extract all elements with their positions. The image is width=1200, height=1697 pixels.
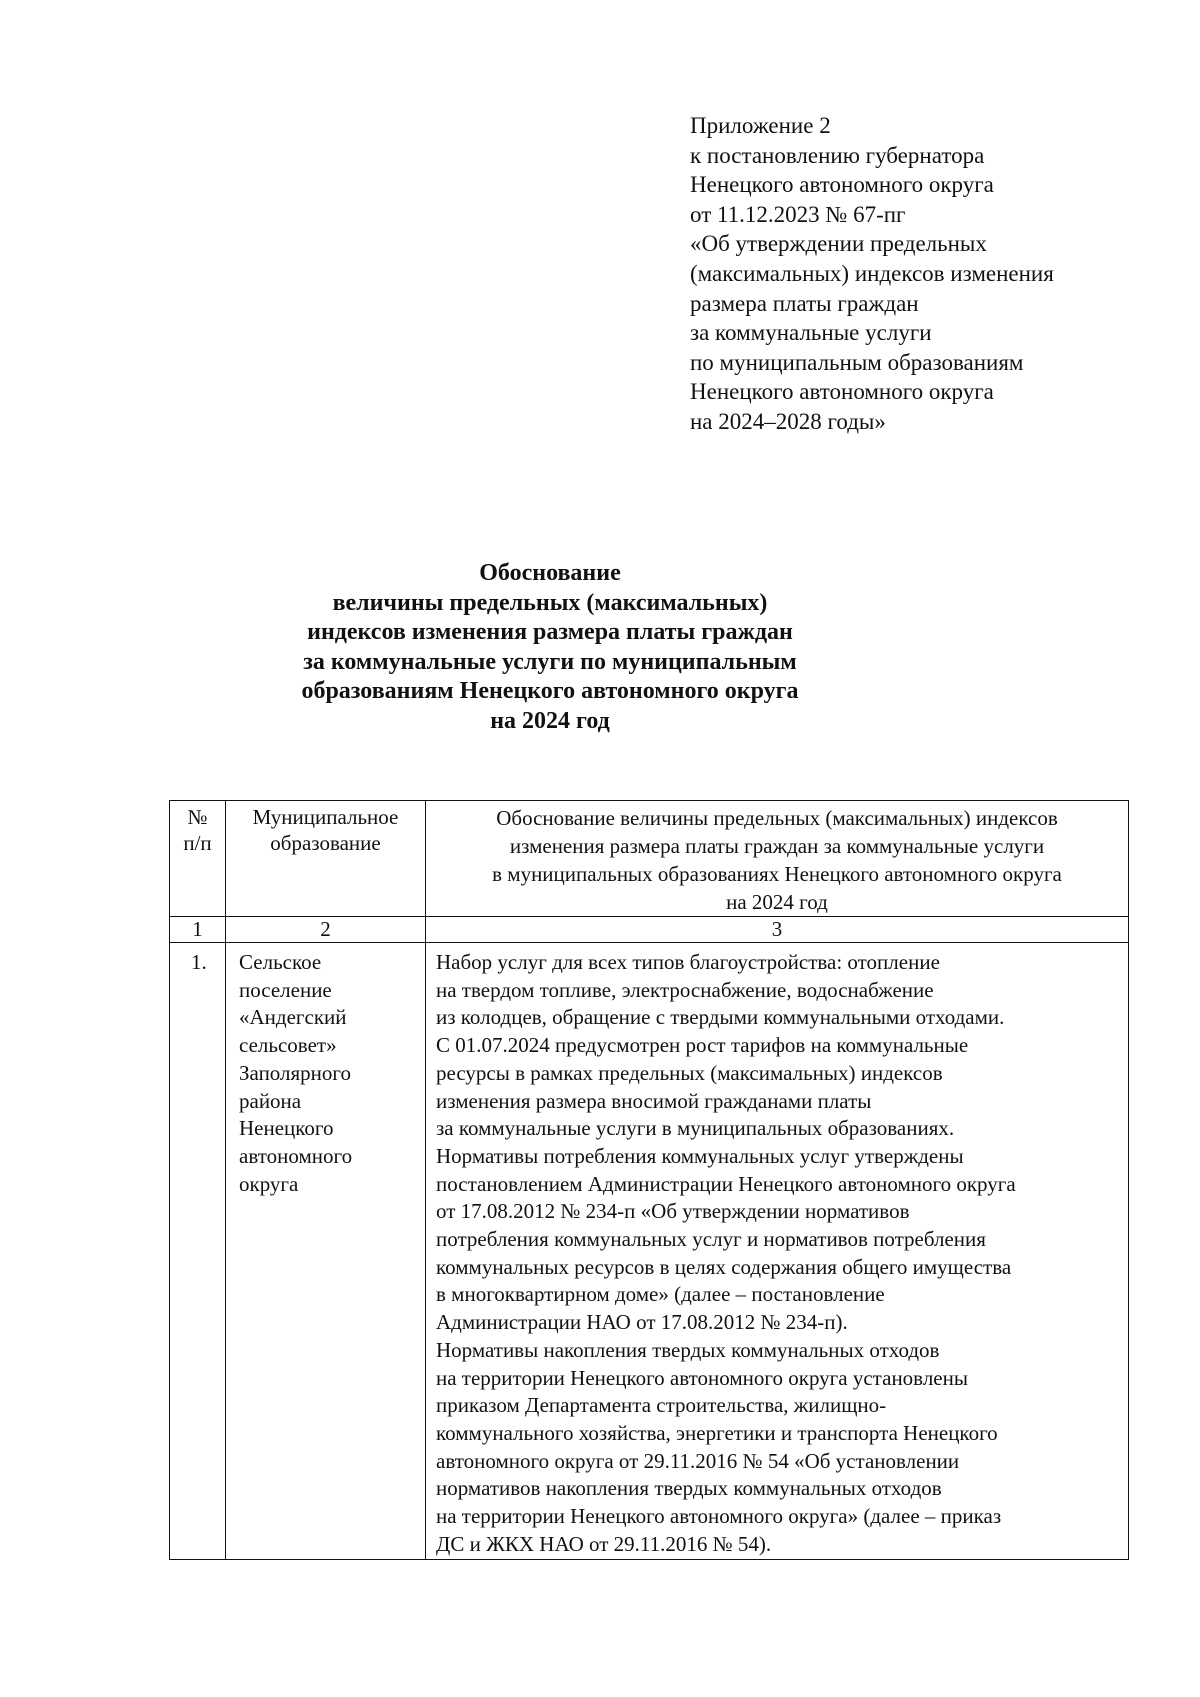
appendix-line: от 11.12.2023 № 67-пг — [690, 201, 906, 227]
description-line: в многоквартирном доме» (далее – постановление — [436, 1282, 885, 1307]
municipality-line: «Андегский — [239, 1005, 347, 1030]
appendix-reference-block — [690, 111, 1170, 437]
table-row — [170, 943, 1129, 1560]
description-line: потребления коммунальных услуг и нормативов потребления — [436, 1227, 986, 1252]
row-number-cell: 1. — [170, 943, 226, 1560]
header-description-line: изменения размера платы граждан за коммунальные услуги — [509, 834, 1045, 858]
appendix-line: размера платы граждан — [690, 290, 919, 316]
municipality-line: Заполярного — [239, 1060, 351, 1085]
title-line: образованиям Ненецкого автономного округа — [301, 678, 799, 704]
description-line: коммунального хозяйства, энергетики и транспорта Ненецкого — [436, 1420, 998, 1445]
title-line: за коммунальные услуги по муниципальным — [303, 648, 797, 675]
appendix-line: на 2024–2028 годы» — [690, 408, 886, 434]
description-line: автономного округа от 29.11.2016 № 54 «Об установлении — [436, 1448, 960, 1473]
appendix-line: «Об утверждении предельных — [690, 231, 987, 257]
municipality-line: района — [239, 1088, 302, 1113]
table-header-row — [170, 801, 1129, 917]
title-line: величины предельных (максимальных) — [332, 589, 768, 616]
document-title — [250, 559, 850, 736]
title-line: индексов изменения размера платы граждан — [307, 619, 793, 645]
description-line: изменения размера вносимой гражданами платы — [436, 1088, 872, 1113]
row-municipality-cell — [226, 943, 426, 1560]
column-number-cell: 2 — [226, 917, 426, 943]
header-cell-number — [170, 801, 226, 917]
header-number-line: п/п — [183, 831, 212, 855]
municipality-line: поселение — [239, 977, 332, 1002]
description-line: от 17.08.2012 № 234-п «Об утверждении нормативов — [436, 1199, 910, 1224]
description-line: постановлением Администрации Ненецкого автономного округа — [436, 1171, 1016, 1196]
description-line: Набор услуг для всех типов благоустройства: отопление — [436, 950, 940, 974]
header-description-line: Обоснование величины предельных (максимальных) индексов — [496, 806, 1058, 830]
description-line: Нормативы потребления коммунальных услуг утверждены — [436, 1143, 964, 1168]
appendix-line: по муниципальным образованиям — [690, 349, 1024, 375]
title-line: Обоснование — [479, 560, 621, 586]
description-line: коммунальных ресурсов в целях содержания общего имущества — [436, 1254, 1012, 1279]
column-number-cell: 3 — [426, 917, 1129, 943]
description-line: ресурсы в рамках предельных (максимальных) индексов — [436, 1060, 943, 1085]
row-description-cell — [426, 943, 1129, 1560]
header-cell-municipality — [226, 801, 426, 917]
header-municipality-line: Муниципальное — [252, 805, 399, 829]
municipality-line: автономного — [239, 1143, 353, 1168]
description-line: нормативов накопления твердых коммунальных отходов — [436, 1476, 942, 1501]
description-line: Администрации НАО от 17.08.2012 № 234-п). — [436, 1310, 848, 1335]
description-line: за коммунальные услуги в муниципальных образованиях. — [436, 1116, 955, 1141]
column-number-row — [170, 917, 1129, 943]
description-line: Нормативы накопления твердых коммунальных отходов — [436, 1337, 940, 1362]
description-line: С 01.07.2024 предусмотрен рост тарифов на коммунальные — [436, 1033, 969, 1058]
description-line: на твердом топливе, электроснабжение, водоснабжение — [436, 977, 934, 1002]
justification-table — [169, 800, 1129, 1560]
appendix-line: Ненецкого автономного округа — [690, 172, 994, 198]
header-description-line: в муниципальных образованиях Ненецкого автономного округа — [492, 862, 1062, 886]
column-number-cell: 1 — [170, 917, 226, 943]
municipality-line: округа — [239, 1171, 299, 1196]
appendix-line: за коммунальные услуги — [690, 320, 932, 346]
header-number-line: № — [187, 805, 208, 829]
appendix-line: (максимальных) индексов изменения — [690, 260, 1054, 286]
header-description-line: на 2024 год — [726, 890, 828, 914]
appendix-line: к постановлению губернатора — [690, 142, 985, 168]
header-municipality-line: образование — [270, 831, 381, 855]
header-cell-description — [426, 801, 1129, 917]
appendix-line: Приложение 2 — [690, 113, 831, 138]
title-line: на 2024 год — [490, 707, 610, 734]
description-line: приказом Департамента строительства, жилищно- — [436, 1393, 887, 1418]
description-line: из колодцев, обращение с твердыми коммунальными отходами. — [436, 1005, 1005, 1030]
description-line: на территории Ненецкого автономного округа установлены — [436, 1365, 968, 1390]
description-line: на территории Ненецкого автономного округа» (далее – приказ — [436, 1504, 1002, 1529]
municipality-line: Сельское — [239, 950, 322, 974]
appendix-line: Ненецкого автономного округа — [690, 379, 994, 405]
municipality-line: сельсовет» — [239, 1033, 337, 1058]
municipality-line: Ненецкого — [239, 1116, 334, 1141]
description-line: ДС и ЖКХ НАО от 29.11.2016 № 54). — [436, 1531, 772, 1556]
